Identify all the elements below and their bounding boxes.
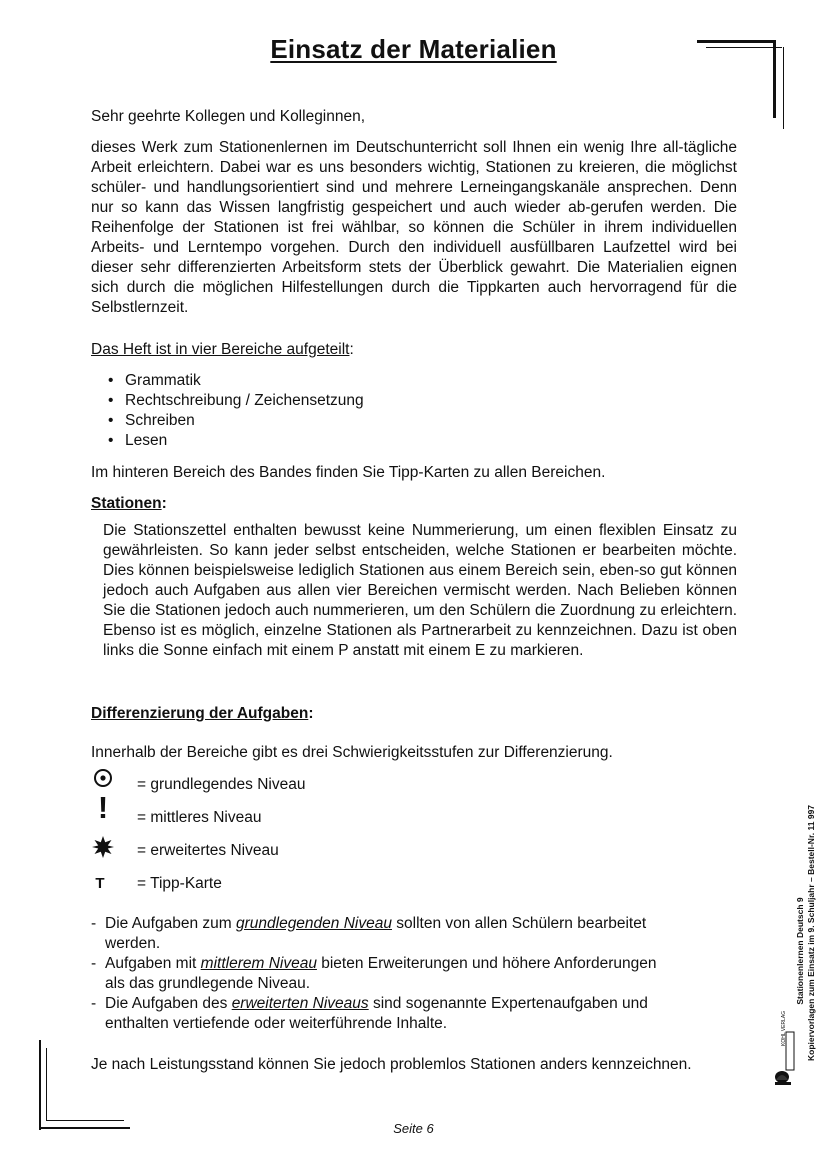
bullet-icon: • <box>108 372 114 389</box>
sidebar-line-1: Stationenlernen Deutsch 9 <box>795 897 805 1005</box>
exclamation-icon: ! <box>97 790 109 825</box>
dash: - <box>91 915 97 932</box>
stationen-heading <box>91 494 737 514</box>
diff-heading-colon: : <box>308 705 314 722</box>
diff-heading <box>91 704 737 724</box>
star-icon <box>91 835 115 864</box>
note-item: - Aufgaben mit mittlerem Niveau bieten Erweiterungen und höhere Anforderungen als das grundlegende Niveau. <box>91 955 657 992</box>
diff-intro: Innerhalb der Bereiche gibt es drei Schwierigkeitsstufen zur Differenzierung. <box>91 744 613 761</box>
sidebar-publisher-text <box>795 804 825 1061</box>
stationen-heading-text: Stationen <box>91 495 162 512</box>
level-label: = erweitertes Niveau <box>137 842 279 859</box>
t-letter-icon: T <box>95 875 105 892</box>
corner-line-bottom-v2 <box>46 1048 47 1120</box>
sidebar-line-2: Kopiervorlagen zum Einsatz im 9. Schuljahr – Bestell-Nr. 11 997 <box>806 804 816 1061</box>
list-item: • Lesen <box>108 432 168 449</box>
intro-paragraph: dieses Werk zum Stationenlernen im Deutschunterricht soll Ihnen ein wenig Ihre all-tägliche Arbeit erleichtern. Dabei war es uns besonders wichtig, Stationen zu kreieren, die möglichst schüler- und handlungsorientiert sind und mehrere Lerneingangskanäle ansprechen. Denn nur so kann das Wissen langfristig gespeichert und auch wieder ab-gerufen werden. Die Reihenfolge der Stationen ist frei wählbar, so können die Schüler in ihrem individuellen Arbeits- und Lerntempo vorgehen. Durch den individuell ausfüllbaren Laufzettel wird bei dieser sehr differenzierten Arbeitsform stets der Überblick gewahrt. Die Materialien eignen sich durch die möglichen Hilfestellungen durch die Tippkarten auch hervorragend für die Selbstlernzeit. <box>91 139 737 316</box>
bullet-icon: • <box>108 412 114 429</box>
list-item: • Grammatik <box>108 372 201 389</box>
greeting: Sehr geehrte Kollegen und Kolleginnen, <box>91 108 366 125</box>
bullet-icon: • <box>108 392 114 409</box>
bullet-icon: • <box>108 432 114 449</box>
list-item: • Rechtschreibung / Zeichensetzung <box>108 392 364 409</box>
target-circle-svg <box>92 767 114 789</box>
list-item: • Schreiben <box>108 412 195 429</box>
star-svg <box>91 835 115 859</box>
page-number: Seite 6 <box>393 1121 434 1136</box>
note-item: - Die Aufgaben des erweiterten Niveaus sind sogenannte Expertenaufgaben und enthalten vertiefende oder weiterführende Inhalte. <box>91 995 648 1032</box>
stationen-heading-colon: : <box>161 495 167 512</box>
stationen-paragraph: Die Stationszettel enthalten bewusst keine Nummerierung, um einen flexiblen Einsatz zu gewährleisten. So kann jeder selbst entscheiden, welche Stationen er bearbeiten möchte. Dies können beispielsweise lediglich Stationen aus einem Bereich sein, eben-so gut können jedoch auch Aufgaben aus allen vier Bereichen vermischt werden. Nach Belieben können Sie die Stationen jedoch auch nummerieren, um den Schülern die Zuordnung zu erleichtern. Ebenso ist es möglich, einzelne Stationen als Partnerarbeit zu kennzeichnen. Dazu ist oben links die Sonne einfach mit einem P anstatt mit einem E zu markieren. <box>103 522 737 659</box>
publisher-logo-text: KOHL VERLAG <box>781 1010 787 1046</box>
sections-heading <box>91 340 737 360</box>
dash: - <box>91 995 97 1012</box>
sections-list <box>108 371 508 451</box>
diff-heading-text: Differenzierung der Aufgaben <box>91 705 309 722</box>
level-label: = mittleres Niveau <box>137 809 262 826</box>
sections-heading-text: Das Heft ist in vier Bereiche aufgeteilt <box>91 341 350 358</box>
level-label: = Tipp-Karte <box>137 875 222 892</box>
page-title: Einsatz der Materialien <box>270 34 557 64</box>
corner-line-bottom-v <box>39 1040 41 1130</box>
dash: - <box>91 955 97 972</box>
note-item: - Die Aufgaben zum grundlegenden Niveau sollten von allen Schülern bearbeitet werden. <box>91 915 647 952</box>
level-label: = grundlegendes Niveau <box>137 776 306 793</box>
sections-heading-colon: : <box>349 341 354 358</box>
tipp-note: Im hinteren Bereich des Bandes finden Sie Tipp-Karten zu allen Bereichen. <box>91 464 606 481</box>
closing-sentence: Je nach Leistungsstand können Sie jedoch problemlos Stationen anders kennzeichnen. <box>91 1056 692 1073</box>
publisher-logo <box>773 1010 795 1088</box>
